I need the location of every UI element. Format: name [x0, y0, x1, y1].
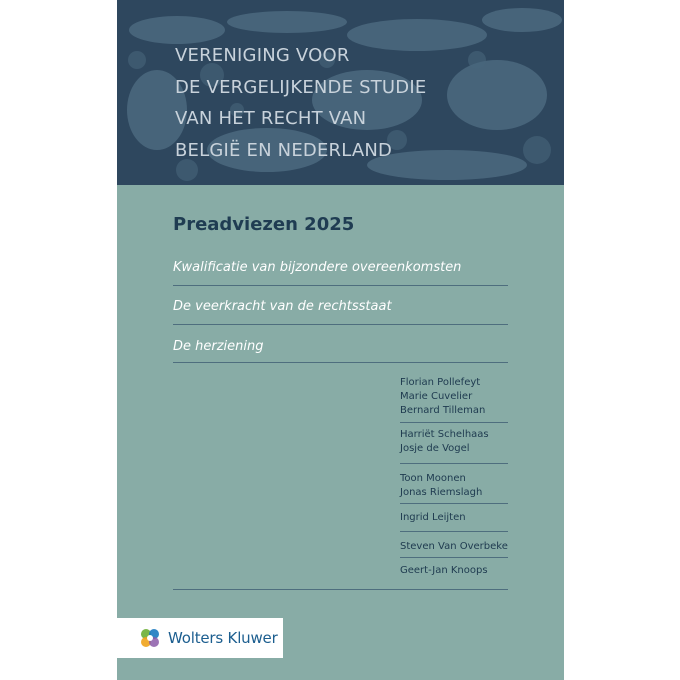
author-group — [400, 428, 489, 456]
author-name: Jonas Riemslagh — [400, 487, 483, 498]
organization-title-line: VAN HET RECHT VAN — [175, 108, 367, 129]
author-group — [400, 472, 482, 500]
author-name: Florian Pollefeyt — [400, 377, 481, 388]
author-name: Geert-Jan Knoops — [400, 565, 488, 576]
author-name: Bernard Tilleman — [400, 405, 486, 416]
divider — [173, 324, 508, 325]
divider — [400, 422, 508, 423]
author-name: Toon Moonen — [400, 473, 466, 484]
publisher-name: Wolters Kluwer — [168, 629, 278, 647]
author-group — [400, 564, 488, 578]
organization-title — [175, 40, 426, 166]
series-title: Preadviezen 2025 — [173, 214, 355, 235]
divider — [173, 362, 508, 363]
wolters-kluwer-logo-icon — [138, 626, 162, 650]
book-cover — [117, 0, 564, 680]
divider — [400, 531, 508, 532]
divider — [400, 557, 508, 558]
author-name: Steven Van Overbeke — [400, 541, 508, 552]
topic-title: De veerkracht van de rechtsstaat — [173, 299, 392, 314]
divider — [400, 503, 508, 504]
author-name: Marie Cuvelier — [400, 391, 473, 402]
topic-title: Kwalificatie van bijzondere overeenkomsten — [173, 260, 462, 275]
organization-title-line: BELGIË EN NEDERLAND — [175, 139, 393, 161]
author-group — [400, 511, 466, 525]
author-group — [400, 376, 485, 418]
organization-title-line: VERENIGING VOOR — [175, 45, 350, 66]
author-name: Josje de Vogel — [400, 443, 470, 454]
organization-title-line: DE VERGELIJKENDE STUDIE — [175, 76, 427, 98]
divider — [400, 463, 508, 464]
divider — [173, 285, 508, 286]
topic-title: De herziening — [173, 339, 264, 354]
divider — [173, 589, 508, 590]
publisher-logo — [117, 618, 283, 658]
cover-header-band — [117, 0, 564, 185]
author-name: Ingrid Leijten — [400, 512, 466, 523]
author-name: Harriët Schelhaas — [400, 429, 489, 440]
author-group — [400, 540, 508, 554]
